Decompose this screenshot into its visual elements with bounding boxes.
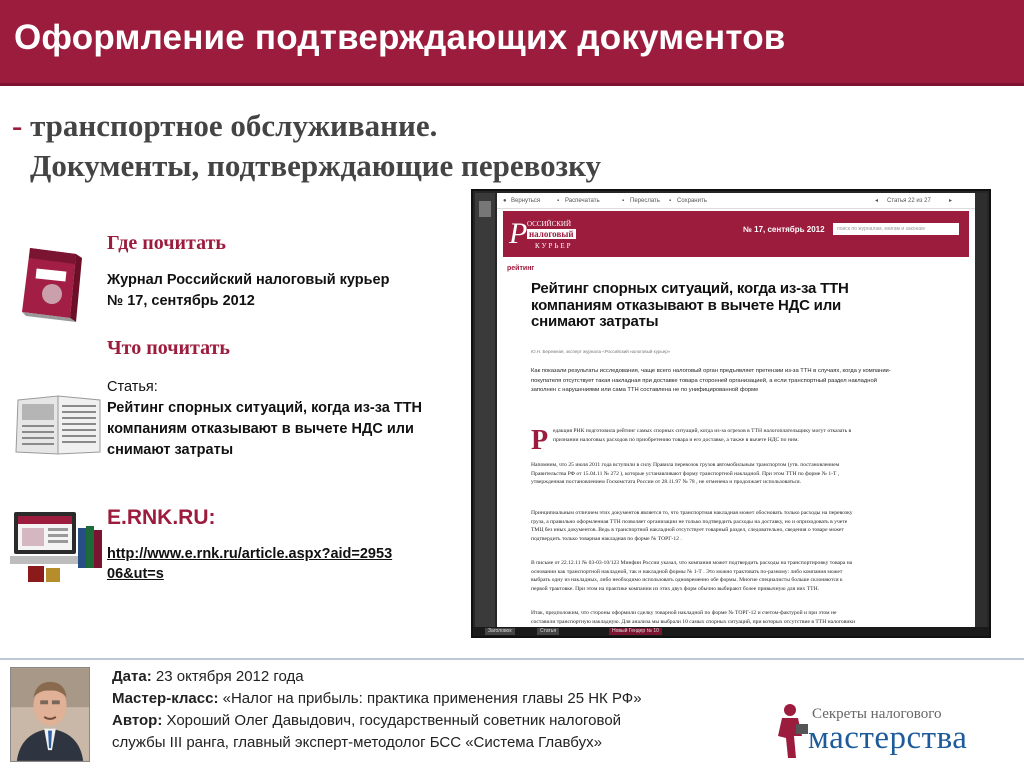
magazine-issue: № 17, сентябрь 2012 [107,293,255,309]
task-item-2[interactable]: Статья [537,628,559,635]
header-bar [0,0,1024,86]
date-label: Дата: [112,668,152,685]
page-counter: Статья 22 из 27 [887,198,931,204]
brand-big-text: мастерства [808,720,968,756]
magazine-icon [12,244,102,322]
article-link[interactable] [107,544,427,584]
footer-author [112,710,762,732]
author-value: Хороший Олег Давыдович, государственный советник налоговой [166,712,622,729]
toolbar-save[interactable]: Сохранить [677,198,707,204]
article-lead: Как показали результаты исследования, чаще всего налоговый орган предъявляет претензии из-за ТТН в случаях, когда у компании-покупателя отсутствует такая накладная при доставке товара сторонней организацией, а если транспортный раздел накладной заполнен с нарушениями или сама ТТН составлена не по унифицированной форме [531,368,891,393]
article-author: Ю.Н. Бережная, эксперт журнала «Российский налоговый курьер» [531,349,671,354]
subtitle-line1: транспортное обслуживание. [30,108,438,143]
journal-issue: № 17, сентябрь 2012 [743,225,825,234]
toolbar-forward[interactable]: Переслать [630,198,660,204]
where-to-read-heading: Где почитать [107,232,226,254]
rnk-heading: E.RNK.RU: [107,506,216,529]
viewer-tab-icon [479,201,491,217]
footer-divider [0,658,1024,660]
article-title-line3: снимают затраты [107,442,234,458]
footer-date [112,666,762,688]
article-title-line1: Рейтинг спорных ситуаций, когда из-за ТТН [107,400,423,416]
article-paragraph-1: едакция РНК подготовила рейтинг самых спорных ситуаций, когда из-за огрехов в ТТН налогоплательщику могут отказать в признании налоговых расходов по приобретению товара и его доставке, а также в вычете НДС по ним. [553,428,852,443]
article-paragraph-4: В письме от 22.12.11 № 03-03-10/123 Минфин России указал, что компания может подтвердить расходы на транспортировку товара на основании как транспортной накладной, так и накладной формы № 1-Т . Это можно трактовать по-разному: либо компания может выбрать одну из накладных, либо необходимо использовать одновременно обе формы. Многие специалисты больше склоняются к первой трактовке. При этом на практике компании из этих двух форм обычно выбирают более привычную для них ТТН. [531,560,853,592]
back-icon: ● [503,198,507,204]
article-paragraph-3: Принципиальным отличием этих документов является то, что транспортная накладная может обосновать только расходы на перевозку груза, а правильно оформленная ТТН позволяет организации не только подтвердить расходы на доставку, но и оприходовать в учете ТМЦ без иных документов. Ведь в транспортной накладной отсутствует товарный раздел, следовательно, сведения о товаре может подтвердить только товарная накладная по форме № ТОРГ-12 . [531,510,853,542]
brand-logo-figure-icon [770,702,810,760]
where-to-read-text [107,270,389,312]
logo-line3: КУРЬЕР [535,242,573,250]
viewer-sidebar [475,193,495,627]
masterclass-value: «Налог на прибыль: практика применения главы 25 НК РФ» [222,690,642,707]
brand-small-text: Секреты налогового [812,706,942,722]
article-link-line2[interactable]: 06&ut=s [107,566,164,582]
subtitle [12,106,601,186]
task-item-1[interactable]: Заголовок [485,628,515,635]
viewer-taskbar [473,627,989,636]
footer-masterclass [112,688,762,710]
article-page [497,193,975,627]
presenter-photo [10,667,90,762]
save-icon: ▪ [669,198,672,204]
task-item-3[interactable]: Новый Гендер № 10 [609,628,662,635]
newspaper-icon [12,392,104,458]
journal-logo [509,215,601,253]
author-label: Автор: [112,712,163,729]
footer-info [112,666,762,754]
article-paragraph-2: Напомним, что 25 июля 2011 года вступили в силу Правила перевозок грузов автомобильным транспортом (утв. постановлением Правительства РФ от 15.04.11 № 272 ), которые устанавливают форму транспортной накладной. При этом ТТН по форме № 1-Т , утвержденная постановлением Госкомстата России от 28.11.97 № 78 , не отменена и продолжает использоваться. [531,462,840,486]
journal-banner [503,211,969,257]
subtitle-dash: - [12,108,23,143]
print-icon: ▪ [557,198,560,204]
article-paragraph-5: Итак, предположим, что стороны оформили сделку товарной накладной по форме № ТОРГ-12 и счетом-фактурой и при этом не составили транспортную накладную. Для анализа мы выбрали 10 самых спорных ситуаций, при которых отсутствие в ТТН налоговики [531,610,856,625]
logo-letter: Р [509,217,528,250]
masterclass-label: Мастер-класс: [112,690,219,707]
article-dropcap: Р [531,425,549,456]
article-screenshot [471,189,991,638]
page-title: Оформление подтверждающих документов [14,18,786,57]
article-toolbar [497,193,975,209]
date-value: 23 октября 2012 года [155,668,304,685]
viewer-scrollbar[interactable] [975,193,987,627]
article-label: Статья: [107,379,158,395]
prev-icon[interactable]: ◂ [875,198,879,204]
article-headline: Рейтинг спорных ситуаций, когда из-за ТТН компаниям отказывают в вычете НДС или снимают затраты [531,280,849,330]
logo-line1: ОССИЙСКИЙ [527,220,572,228]
article-link-line1[interactable]: http://www.e.rnk.ru/article.aspx?aid=2953 [107,546,393,562]
journal-search-input[interactable]: поиск по журналам, книгам и законам [833,223,959,235]
what-to-read-text [107,377,422,461]
magazine-name: Журнал Российский налоговый курьер [107,272,390,288]
what-to-read-heading: Что почитать [107,337,230,359]
logo-line2: налоговый [529,229,574,239]
forward-icon: ▪ [622,198,625,204]
laptop-icon [10,508,106,584]
article-rubric: рейтинг [507,265,535,272]
footer-author-line2: службы III ранга, главный эксперт-методолог БСС «Система Главбух» [112,734,602,751]
article-title-line2: компаниям отказывают в вычете НДС или [107,421,414,437]
subtitle-line2: Документы, подтверждающие перевозку [30,148,602,183]
next-icon[interactable]: ▸ [949,198,953,204]
brand-logo [770,700,1016,762]
toolbar-print[interactable]: Распечатать [565,198,600,204]
toolbar-back[interactable]: Вернуться [511,198,541,204]
